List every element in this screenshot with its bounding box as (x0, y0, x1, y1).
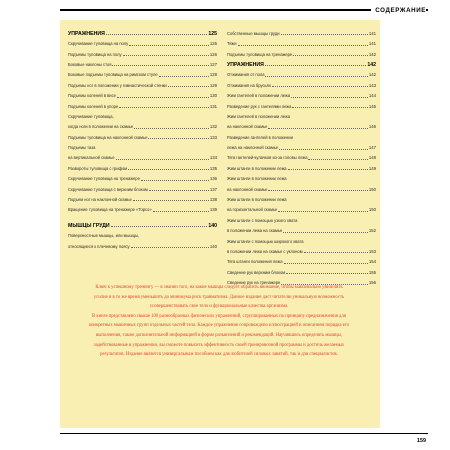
toc-entry (227, 192, 376, 202)
dot-leader (293, 55, 368, 56)
dot-leader (268, 190, 367, 191)
dot-leader (265, 65, 367, 66)
dot-leader (116, 159, 209, 160)
toc-entry (68, 130, 217, 140)
toc-entry-page: 127 (209, 61, 217, 67)
toc-entry (227, 68, 376, 78)
toc-entry-title: Жим гантелей в положении лежа (227, 93, 291, 99)
intro-paragraph: В книге представлено свыше 100 разнообразных физических упражнений, сгруппированных по принципу предназначения для конкретных мышечных групп отдельных частей тела. Каждое упражнение сопровождено иллюстрацией и описанием порядка его выполнения, также дополнительной информацией в форме разъяснений и рекомендаций. Научившись определять мышцы, задействованные в упражнении, вы сможете повысить эффективность своей тренировочной программы и достичь желаемых результатов. Издание является универсальным пособием как для любителей силовых занятий, так и для специалистов. (89, 313, 349, 358)
toc-entry (68, 57, 217, 67)
toc-entry-page: 150 (368, 207, 376, 213)
toc-entry-page: 134 (209, 155, 217, 161)
toc-entry-page: 139 (209, 207, 217, 213)
toc-entry-title: лежа на наклонной скамье (227, 145, 279, 151)
toc-heading (68, 26, 217, 36)
toc-entry (68, 68, 217, 78)
toc-entry-page: 143 (368, 82, 376, 88)
dot-leader (286, 273, 368, 274)
dot-leader (159, 76, 209, 77)
toc-entry (227, 182, 376, 192)
toc-entry (227, 265, 376, 275)
toc-entry-page: 142 (367, 61, 376, 68)
toc-entry-title: Скручивание туловища на тренажере (68, 176, 140, 182)
toc-entry-title: Жим гантелей в положении лежа (227, 113, 291, 119)
dot-leader (133, 200, 209, 201)
toc-entry (227, 36, 376, 46)
toc-entry (227, 99, 376, 109)
toc-entry-title: Тяжи (227, 41, 237, 47)
toc-entry-page: 141 (368, 41, 376, 47)
toc-entry (227, 203, 376, 213)
toc-entry-title: Жим штанги в положении лежа (227, 197, 287, 203)
toc-entry (68, 88, 217, 98)
toc-entry-page: 126 (209, 51, 217, 57)
toc-entry (68, 203, 217, 213)
intro-text (88, 280, 350, 360)
dot-leader (268, 128, 367, 129)
toc-entry-title: на наклонной скамье (227, 124, 268, 130)
toc-entry-title: Боковые наклоны стоя (68, 61, 112, 67)
toc-entry-page: 148 (368, 155, 376, 161)
dot-leader (134, 128, 209, 129)
toc-entry-title: в положении лежа на скамье (227, 228, 283, 234)
dot-leader (265, 76, 367, 77)
toc-entry-title: Скручивание туловища с верхним блоком (68, 186, 148, 192)
dot-leader (292, 107, 367, 108)
toc-entry-page: 130 (209, 93, 217, 99)
toc-entry (227, 255, 376, 265)
toc-entry (227, 223, 376, 233)
toc-heading (68, 218, 217, 228)
toc-entry-title: Жим штанги с помощью широкого хвата (227, 238, 304, 244)
dot-leader (238, 45, 368, 46)
toc-entry-page: 146 (368, 124, 376, 130)
dot-leader (304, 252, 368, 253)
toc-entry-title: Подъем ног на наклонной скамье (68, 197, 132, 203)
dot-leader (112, 65, 208, 66)
toc-entry-title: Сведение рук на тренажере (227, 280, 281, 286)
toc-entry (68, 151, 217, 161)
dot-leader (272, 86, 368, 87)
dot-leader (278, 211, 368, 212)
toc-entry-page: 133 (209, 134, 217, 140)
toc-entry-page: 132 (209, 124, 217, 130)
toc-entry-title: Развороты туловища с грифом (68, 165, 128, 171)
toc-entry (68, 47, 217, 57)
section-title: СОДЕРЖАНИЕ (371, 7, 426, 14)
toc-entry-title: Жим штанги в положении лежа (227, 165, 287, 171)
toc-entry-title: Подъемы туловища на полу (68, 51, 122, 57)
toc-entry-title: Подъемы туловища на тренажере (227, 51, 293, 57)
toc-entry (68, 120, 217, 130)
toc-entry-title: Жим штанги с помощью узкого хвата (227, 217, 298, 223)
toc-entry (68, 140, 217, 150)
toc-entry-title: Отжимания от пола (227, 72, 265, 78)
toc-entry-page: 128 (209, 72, 217, 78)
dot-leader (141, 180, 209, 181)
dot-leader (117, 97, 209, 98)
toc-heading (227, 57, 376, 67)
toc-entry (227, 88, 376, 98)
toc-entry-title: Скручивание туловища на полу (68, 41, 129, 47)
toc-entry-page: 140 (209, 243, 217, 249)
toc-entry-page: 136 (209, 176, 217, 182)
toc-entry (68, 78, 217, 88)
dot-leader (281, 34, 368, 35)
toc-entry-title: Разведение гантелей в положении (227, 134, 293, 140)
toc-entry-title: Собственные мышцы груди (227, 30, 280, 36)
toc-entry-title: Жим штанги в положении лежа (227, 176, 287, 182)
dot-leader (148, 138, 208, 139)
toc-entry-title: в положении лежа на скамье с уклоном (227, 249, 303, 254)
toc-entry-page: 147 (368, 145, 376, 151)
toc-entry (227, 26, 376, 36)
toc-entry-page: 153 (368, 249, 376, 254)
toc-entry-title: на наклонной скамье (227, 186, 268, 192)
toc-entry (68, 36, 217, 46)
toc-entry-page: 150 (368, 186, 376, 192)
dot-leader (111, 226, 208, 227)
toc-entry-page: 149 (368, 165, 376, 171)
toc-entry (227, 47, 376, 57)
toc-entry-page: 142 (368, 72, 376, 78)
toc-entry (227, 140, 376, 150)
toc-entry-title: УПРАЖНЕНИЯ (227, 61, 264, 68)
toc-entry-page: 137 (209, 186, 217, 192)
toc-entry-title: на горизонтальной скамье (227, 207, 278, 213)
toc-entry (227, 213, 376, 223)
toc-entry (68, 239, 217, 249)
toc-entry (227, 109, 376, 119)
dot-leader (291, 97, 368, 98)
toc-entry-title: Вращение туловища на тренажере «Торсо» (68, 207, 152, 213)
toc-entry-title: Разведение рук с гантелями лежа (227, 103, 292, 109)
intro-paragraph: Ключ к успешному тренингу — в знании того, на какие мышцы следует обратить внимание, чтобы максимально увеличить усилие и в то же время уменьшить до минимума риск травматизма. Данное издание даст читателю уникальную возможность усовершенствовать свое тело и функциональные качества организма. (93, 285, 345, 310)
toc-entry-title: Подъемы коленей в упоре (68, 103, 119, 109)
dot-leader (129, 45, 209, 46)
toc-entry (68, 192, 217, 202)
toc-entry-page: 141 (368, 30, 376, 36)
toc-entry-page: 154 (368, 259, 376, 265)
dot-leader (279, 149, 368, 150)
toc-entry-title: Подъемы туловища на наклонной скамье (68, 134, 148, 140)
toc-column-right (227, 26, 376, 286)
toc-entry-title: Сведение рук верхним блоком (227, 269, 286, 275)
dot-leader (149, 190, 209, 191)
dot-leader (119, 107, 209, 108)
dot-leader (168, 86, 209, 87)
toc-entry-page: 145 (368, 103, 376, 109)
toc-entry (227, 78, 376, 88)
toc-entry (227, 244, 376, 254)
toc-entry (68, 99, 217, 109)
dot-leader (284, 263, 368, 264)
toc-entry-title: на вертикальной скамье (68, 155, 115, 161)
toc-entry-page: 125 (208, 30, 217, 37)
toc-entry (227, 130, 376, 140)
toc-entry (227, 161, 376, 171)
toc-entry (68, 182, 217, 192)
toc-entry-page: 140 (208, 222, 217, 229)
page-number: 159 (417, 438, 426, 444)
toc-entry-title: Тяга штанги положения лежа (227, 259, 283, 265)
toc-entry-page: 156 (368, 280, 376, 286)
toc-entry-title: Боковые подъемы туловища на римском стуле (68, 72, 158, 78)
dot-leader (288, 169, 368, 170)
toc-entry-title: относящиеся к плечевому поясу (68, 243, 130, 249)
toc-entry-page: 142 (368, 51, 376, 57)
toc-entry-page: 144 (368, 93, 376, 99)
toc-entry (227, 234, 376, 244)
toc-entry-title: Скручивание туловища, (68, 113, 114, 119)
dot-leader (128, 169, 209, 170)
toc-entry-title: УПРАЖНЕНИЯ (68, 30, 105, 37)
toc-entry (68, 161, 217, 171)
toc-entry-title: когда ноги в положении на скамье (68, 124, 134, 130)
toc-entry-title: Подъемы коленей в висе (68, 93, 116, 99)
toc-entry-page: 155 (368, 269, 376, 275)
dot-leader (131, 247, 209, 248)
toc-entry (227, 151, 376, 161)
dot-leader (106, 34, 208, 35)
dot-leader (153, 211, 209, 212)
toc-entry-page: 129 (209, 82, 217, 88)
dot-leader (283, 232, 368, 233)
toc-entry-page: 138 (209, 197, 217, 203)
toc-column-left (68, 26, 217, 249)
toc-entry-title: Подъемы ног в положении у гимнастической стенки (68, 82, 167, 88)
toc-entry-page: 152 (368, 228, 376, 234)
toc-entry (68, 109, 217, 119)
toc-entry (227, 171, 376, 181)
footer-rule (60, 433, 428, 434)
dot-leader (123, 55, 209, 56)
toc-entry-title: Поверхностные мышцы, или мышцы, (68, 233, 140, 239)
toc-entry-title: Тяга гантелей-кулачков из-за головы лежа (227, 155, 308, 161)
toc-entry-title: Отжимания на брусьях (227, 82, 271, 88)
dot-leader (308, 159, 367, 160)
toc-entry-page: 125 (209, 41, 217, 47)
toc-entry (68, 171, 217, 181)
toc-entry-page: 131 (209, 103, 217, 109)
toc-entry-page: 135 (209, 165, 217, 171)
toc-entry-title: Подъемы таза (68, 145, 96, 151)
toc-entry (68, 228, 217, 238)
toc-entry-title: МЫШЦЫ ГРУДИ (68, 222, 110, 229)
toc-entry (227, 120, 376, 130)
